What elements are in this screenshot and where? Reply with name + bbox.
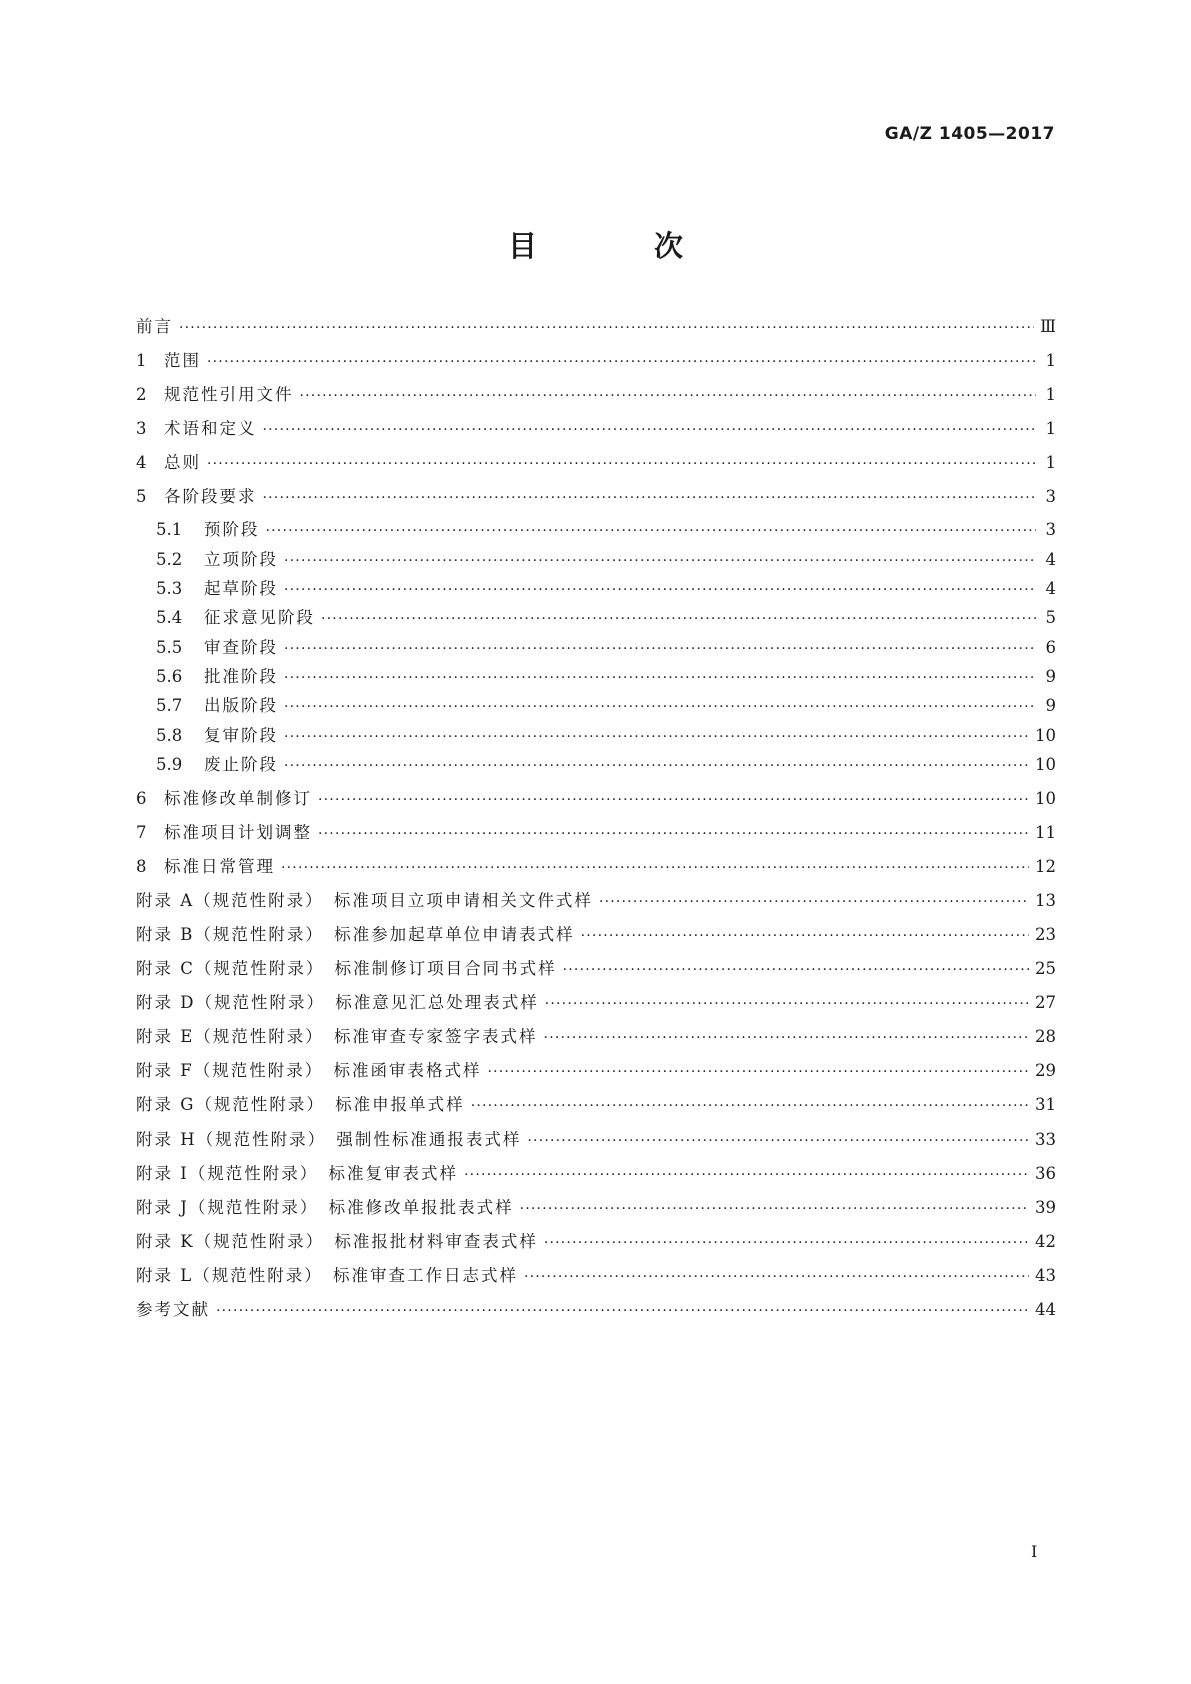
toc-entry-page: 31 <box>1035 1095 1056 1114</box>
toc-entry-number: 8 <box>136 857 147 876</box>
toc-entry[interactable] <box>136 991 1056 1015</box>
toc-entry-number: 5.6 <box>156 667 183 686</box>
toc-entry-label: 规范性引用文件 <box>164 385 294 404</box>
toc-entry[interactable] <box>136 383 1056 407</box>
toc-entry-number: 5.8 <box>156 726 183 745</box>
toc-entry-page: 9 <box>1045 667 1056 686</box>
toc-entry-page: 1 <box>1045 453 1056 472</box>
toc-entry-page: 3 <box>1045 487 1056 506</box>
toc-entry[interactable] <box>136 889 1056 913</box>
toc-entry[interactable] <box>136 1128 1056 1152</box>
toc-entry-number: 5.5 <box>156 638 183 657</box>
toc-entry[interactable] <box>136 349 1056 373</box>
toc-entry-label: 附录 E（规范性附录） 标准审查专家签字表式样 <box>136 1027 538 1046</box>
toc-entry[interactable] <box>136 315 1056 339</box>
toc-entry-page: 25 <box>1035 959 1056 978</box>
toc-entry[interactable] <box>156 694 1056 718</box>
toc-entry-number: 5.9 <box>156 755 183 774</box>
toc-dot-leader <box>563 958 1029 982</box>
toc-dot-leader <box>318 822 1029 846</box>
toc-entry-page: 44 <box>1035 1300 1056 1319</box>
toc-entry[interactable] <box>136 1059 1056 1083</box>
toc-entry-number: 7 <box>136 823 147 842</box>
toc-dot-leader <box>263 486 1037 510</box>
toc-entry-page: 43 <box>1035 1266 1056 1285</box>
page-number: I <box>1031 1542 1038 1561</box>
toc-dot-leader <box>207 350 1036 374</box>
toc-dot-leader <box>284 754 1029 778</box>
toc-entry[interactable] <box>136 1196 1056 1220</box>
toc-dot-leader <box>284 695 1036 719</box>
toc-dot-leader <box>179 316 1034 340</box>
toc-entry[interactable] <box>136 923 1056 947</box>
toc-entry-page: 23 <box>1035 925 1056 944</box>
toc-dot-leader <box>545 992 1029 1016</box>
toc-entry-label: 附录 G（规范性附录） 标准申报单式样 <box>136 1095 465 1114</box>
toc-entry-number: 5.4 <box>156 608 183 627</box>
toc-dot-leader <box>318 788 1029 812</box>
toc-entry-label: 审查阶段 <box>204 638 278 657</box>
toc-dot-leader <box>544 1026 1029 1050</box>
toc-entry-page: 5 <box>1045 608 1056 627</box>
toc-entry-number: 4 <box>136 453 147 472</box>
toc-entry-label: 出版阶段 <box>204 696 278 715</box>
toc-entry-label: 各阶段要求 <box>164 487 257 506</box>
toc-dot-leader <box>263 418 1037 442</box>
toc-entry-page: 33 <box>1035 1130 1056 1149</box>
toc-entry-page: 42 <box>1035 1232 1056 1251</box>
toc-entry[interactable] <box>136 787 1056 811</box>
toc-entry[interactable] <box>136 1264 1056 1288</box>
toc-entry-label: 预阶段 <box>204 520 260 539</box>
toc-dot-leader <box>321 607 1036 631</box>
toc-entry-label: 批准阶段 <box>204 667 278 686</box>
toc-dot-leader <box>284 637 1036 661</box>
toc-entry[interactable] <box>136 821 1056 845</box>
toc-entry-page: 3 <box>1045 520 1056 539</box>
page-title: 目 次 <box>507 229 727 263</box>
toc-entry-label: 附录 K（规范性附录） 标准报批材料审查表式样 <box>136 1232 538 1251</box>
toc-entry-label: 附录 A（规范性附录） 标准项目立项申请相关文件式样 <box>136 891 593 910</box>
standard-code: GA/Z 1405—2017 <box>884 124 1055 144</box>
toc-entry-number: 5.2 <box>156 550 183 569</box>
toc-entry-label: 附录 J（规范性附录） 标准修改单报批表式样 <box>136 1198 514 1217</box>
toc-dot-leader <box>207 452 1036 476</box>
toc-entry-label: 起草阶段 <box>204 579 278 598</box>
toc-entry-label: 参考文献 <box>136 1300 210 1319</box>
toc-entry[interactable] <box>136 485 1056 509</box>
toc-entry-number: 6 <box>136 789 147 808</box>
toc-entry-page: 39 <box>1035 1198 1056 1217</box>
toc-entry-page: 1 <box>1045 419 1056 438</box>
toc-entry[interactable] <box>156 606 1056 630</box>
toc-entry-page: 4 <box>1045 550 1056 569</box>
toc-entry[interactable] <box>156 665 1056 689</box>
toc-dot-leader <box>216 1299 1029 1323</box>
toc-entry-label: 复审阶段 <box>204 726 278 745</box>
toc-entry[interactable] <box>136 1298 1056 1322</box>
toc-entry-page: 6 <box>1045 638 1056 657</box>
toc-dot-leader <box>581 924 1029 948</box>
toc-entry[interactable] <box>156 636 1056 660</box>
toc-entry[interactable] <box>156 724 1056 748</box>
toc-entry-label: 附录 D（规范性附录） 标准意见汇总处理表式样 <box>136 993 539 1012</box>
toc-entry-number: 2 <box>136 385 147 404</box>
toc-dot-leader <box>471 1094 1029 1118</box>
toc-entry-label: 附录 L（规范性附录） 标准审查工作日志式样 <box>136 1266 518 1285</box>
toc-dot-leader <box>284 666 1036 690</box>
toc-entry-label: 附录 B（规范性附录） 标准参加起草单位申请表式样 <box>136 925 575 944</box>
toc-dot-leader <box>527 1129 1029 1153</box>
toc-entry-page: 11 <box>1035 823 1056 842</box>
toc-dot-leader <box>284 725 1029 749</box>
toc-entry-page: 10 <box>1035 789 1056 808</box>
toc-dot-leader <box>300 384 1037 408</box>
toc-entry-number: 5.1 <box>156 520 183 539</box>
toc-entry-label: 立项阶段 <box>204 550 278 569</box>
toc-dot-leader <box>524 1265 1029 1289</box>
toc-entry-label: 附录 I（规范性附录） 标准复审表式样 <box>136 1164 459 1183</box>
toc-entry-page: 4 <box>1045 579 1056 598</box>
toc-entry-label: 附录 F（规范性附录） 标准函审表格式样 <box>136 1061 482 1080</box>
toc-dot-leader <box>284 549 1036 573</box>
toc-entry-page: 1 <box>1045 385 1056 404</box>
toc-entry-page: 9 <box>1045 696 1056 715</box>
toc-dot-leader <box>599 890 1029 914</box>
toc-dot-leader <box>284 578 1036 602</box>
toc-entry[interactable] <box>136 957 1056 981</box>
toc-entry-number: 3 <box>136 419 147 438</box>
toc-entry-label: 前言 <box>136 317 173 336</box>
toc-entry-label: 废止阶段 <box>204 755 278 774</box>
toc-entry-label: 征求意见阶段 <box>204 608 315 627</box>
toc-entry-page: 36 <box>1035 1164 1056 1183</box>
toc-entry[interactable] <box>136 1093 1056 1117</box>
toc-entry-label: 范围 <box>164 351 201 370</box>
toc-dot-leader <box>281 856 1029 880</box>
toc-entry-label: 附录 H（规范性附录） 强制性标准通报表式样 <box>136 1130 522 1149</box>
toc-entry-page: 13 <box>1035 891 1056 910</box>
toc-entry-page: 28 <box>1035 1027 1056 1046</box>
toc-entry-page: Ⅲ <box>1040 317 1056 336</box>
toc-entry-number: 5 <box>136 487 147 506</box>
toc-entry-number: 5.3 <box>156 579 183 598</box>
toc-dot-leader <box>464 1163 1029 1187</box>
toc-entry-page: 1 <box>1045 351 1056 370</box>
toc-entry-label: 标准项目计划调整 <box>164 823 312 842</box>
toc-entry-label: 标准修改单制修订 <box>164 789 312 808</box>
toc-entry-label: 总则 <box>164 453 201 472</box>
toc-entry-label: 附录 C（规范性附录） 标准制修订项目合同书式样 <box>136 959 557 978</box>
toc-entry-page: 10 <box>1035 755 1056 774</box>
toc-entry[interactable] <box>136 855 1056 879</box>
toc-entry-number: 1 <box>136 351 147 370</box>
toc-entry[interactable] <box>136 1025 1056 1049</box>
toc-entry[interactable] <box>136 1162 1056 1186</box>
toc-entry[interactable] <box>136 1230 1056 1254</box>
toc-dot-leader <box>266 519 1037 543</box>
toc-entry-label: 术语和定义 <box>164 419 257 438</box>
toc-dot-leader <box>544 1231 1029 1255</box>
toc-entry-number: 5.7 <box>156 696 183 715</box>
toc-dot-leader <box>520 1197 1029 1221</box>
toc-entry[interactable] <box>136 417 1056 441</box>
toc-entry[interactable] <box>156 548 1056 572</box>
toc-entry[interactable] <box>136 451 1056 475</box>
toc-entry-page: 12 <box>1035 857 1056 876</box>
toc-entry-page: 10 <box>1035 726 1056 745</box>
toc-entry[interactable] <box>156 577 1056 601</box>
toc-entry-page: 29 <box>1035 1061 1056 1080</box>
toc-entry-page: 27 <box>1035 993 1056 1012</box>
toc-entry[interactable] <box>156 518 1056 542</box>
toc-entry[interactable] <box>156 753 1056 777</box>
toc-dot-leader <box>487 1060 1029 1084</box>
toc-entry-label: 标准日常管理 <box>164 857 275 876</box>
